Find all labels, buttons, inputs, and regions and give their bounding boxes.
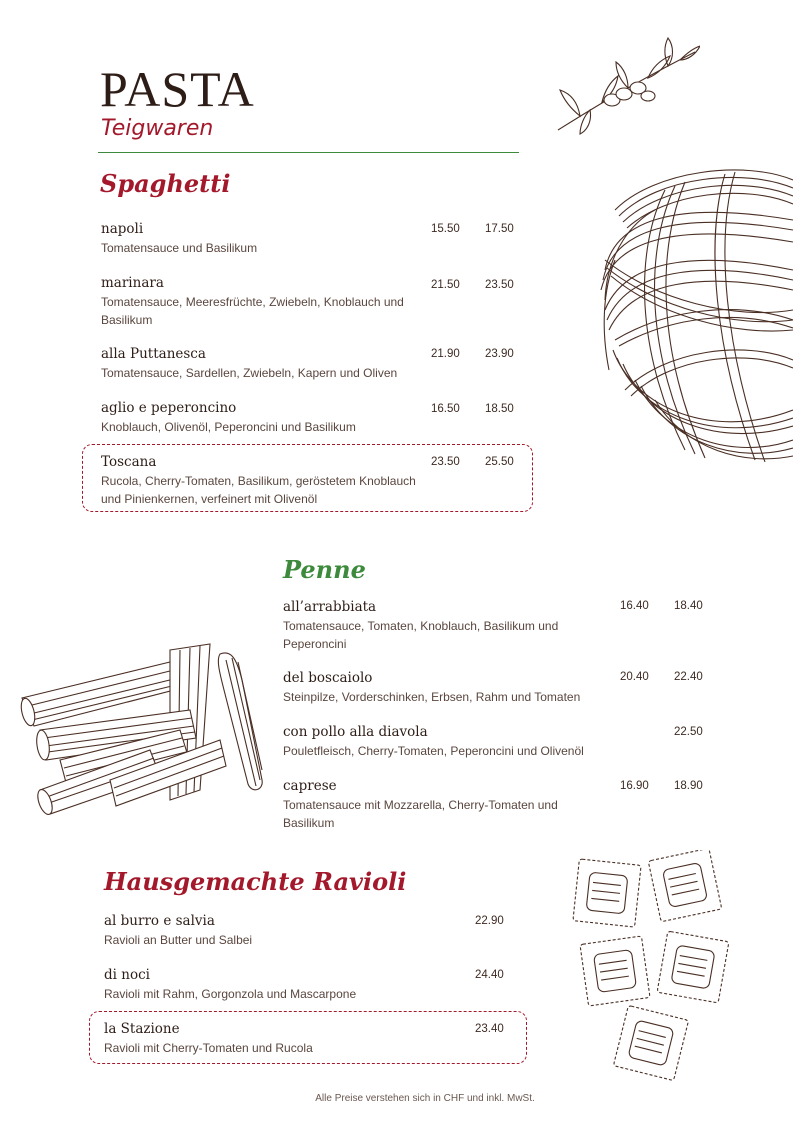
item-price-large: 25.50 — [485, 456, 514, 468]
menu-item-caprese — [283, 778, 593, 832]
item-name: all’arrabbiata — [283, 599, 377, 615]
menu-item-aglio-e-peperoncino — [101, 400, 421, 436]
item-name: di noci — [104, 967, 150, 983]
item-name: al burro e salvia — [104, 913, 215, 929]
item-name: del boscaiolo — [283, 670, 373, 686]
menu-item-marinara — [101, 275, 421, 329]
item-name: con pollo alla diavola — [283, 724, 428, 740]
title-divider — [98, 152, 519, 153]
item-price-small: 21.90 — [431, 348, 460, 360]
item-description: Ravioli mit Cherry-Tomaten und Rucola — [104, 1041, 313, 1056]
menu-item-toscana — [101, 454, 421, 508]
menu-item-napoli — [101, 221, 421, 257]
menu-item-la-stazione — [104, 1021, 434, 1057]
item-description: Tomatensauce, Sardellen, Zwiebeln, Kapern und Oliven — [101, 366, 398, 381]
ravioli-icon — [570, 850, 730, 1085]
item-description: Ravioli an Butter und Salbei — [104, 933, 253, 948]
item-description: Knoblauch, Olivenöl, Peperoncini und Basilikum — [101, 420, 356, 435]
item-price-small: 16.40 — [620, 600, 649, 612]
item-name: napoli — [101, 221, 144, 237]
item-description: Steinpilze, Vorderschinken, Erbsen, Rahm und Tomaten — [283, 690, 581, 705]
item-price-small: 21.50 — [431, 279, 460, 291]
item-price-large: 18.50 — [485, 403, 514, 415]
penne-pasta-icon — [20, 640, 270, 815]
item-price-large: 18.90 — [674, 780, 703, 792]
menu-item-alla-puttanesca — [101, 346, 421, 382]
item-name: Toscana — [101, 454, 157, 470]
item-description: Tomatensauce, Tomaten, Knoblauch, Basilikum und Peperoncini — [283, 619, 559, 652]
item-price-small: 15.50 — [431, 223, 460, 235]
menu-item-di-noci — [104, 967, 434, 1003]
item-price-large: 17.50 — [485, 223, 514, 235]
menu-item-all-arrabbiata — [283, 599, 593, 653]
item-description: Pouletfleisch, Cherry-Tomaten, Peperoncini und Olivenöl — [283, 744, 584, 759]
item-price: 22.90 — [475, 915, 504, 927]
item-description: Rucola, Cherry-Tomaten, Basilikum, geröstetem Knoblauch und Pinienkernen, verfeinert mit Olivenöl — [101, 474, 416, 507]
item-description: Tomatensauce und Basilikum — [101, 241, 258, 256]
item-price: 24.40 — [475, 969, 504, 981]
olive-branch-icon — [550, 30, 700, 135]
item-description: Ravioli mit Rahm, Gorgonzola und Mascarpone — [104, 987, 357, 1002]
item-price-small: 16.50 — [431, 403, 460, 415]
item-price-small: 23.50 — [431, 456, 460, 468]
item-name: aglio e peperoncino — [101, 400, 237, 416]
item-name: caprese — [283, 778, 337, 794]
spaghetti-nest-icon — [595, 150, 793, 470]
item-price-small: 16.90 — [620, 780, 649, 792]
item-price-large: 22.50 — [674, 726, 703, 738]
item-price-large: 23.50 — [485, 279, 514, 291]
page-subtitle: Teigwaren — [101, 116, 214, 141]
section-title-penne: Penne — [283, 555, 366, 584]
item-price-small: 20.40 — [620, 671, 649, 683]
section-title-spaghetti: Spaghetti — [100, 169, 231, 198]
section-title-ravioli: Hausgemachte Ravioli — [104, 867, 407, 896]
item-price-large: 18.40 — [674, 600, 703, 612]
menu-item-con-pollo-alla-diavola — [283, 724, 603, 760]
page-title: PASTA — [100, 61, 255, 117]
item-price-large: 23.90 — [485, 348, 514, 360]
menu-item-al-burro-e-salvia — [104, 913, 434, 949]
price-footnote: Alle Preise verstehen sich in CHF und inkl. MwSt. — [315, 1093, 535, 1104]
item-name: alla Puttanesca — [101, 346, 206, 362]
item-name: marinara — [101, 275, 164, 291]
item-description: Tomatensauce mit Mozzarella, Cherry-Tomaten und Basilikum — [283, 798, 558, 831]
item-name: la Stazione — [104, 1021, 180, 1037]
item-price-large: 22.40 — [674, 671, 703, 683]
menu-item-del-boscaiolo — [283, 670, 593, 706]
item-price: 23.40 — [475, 1023, 504, 1035]
item-description: Tomatensauce, Meeresfrüchte, Zwiebeln, Knoblauch und Basilikum — [101, 295, 404, 328]
